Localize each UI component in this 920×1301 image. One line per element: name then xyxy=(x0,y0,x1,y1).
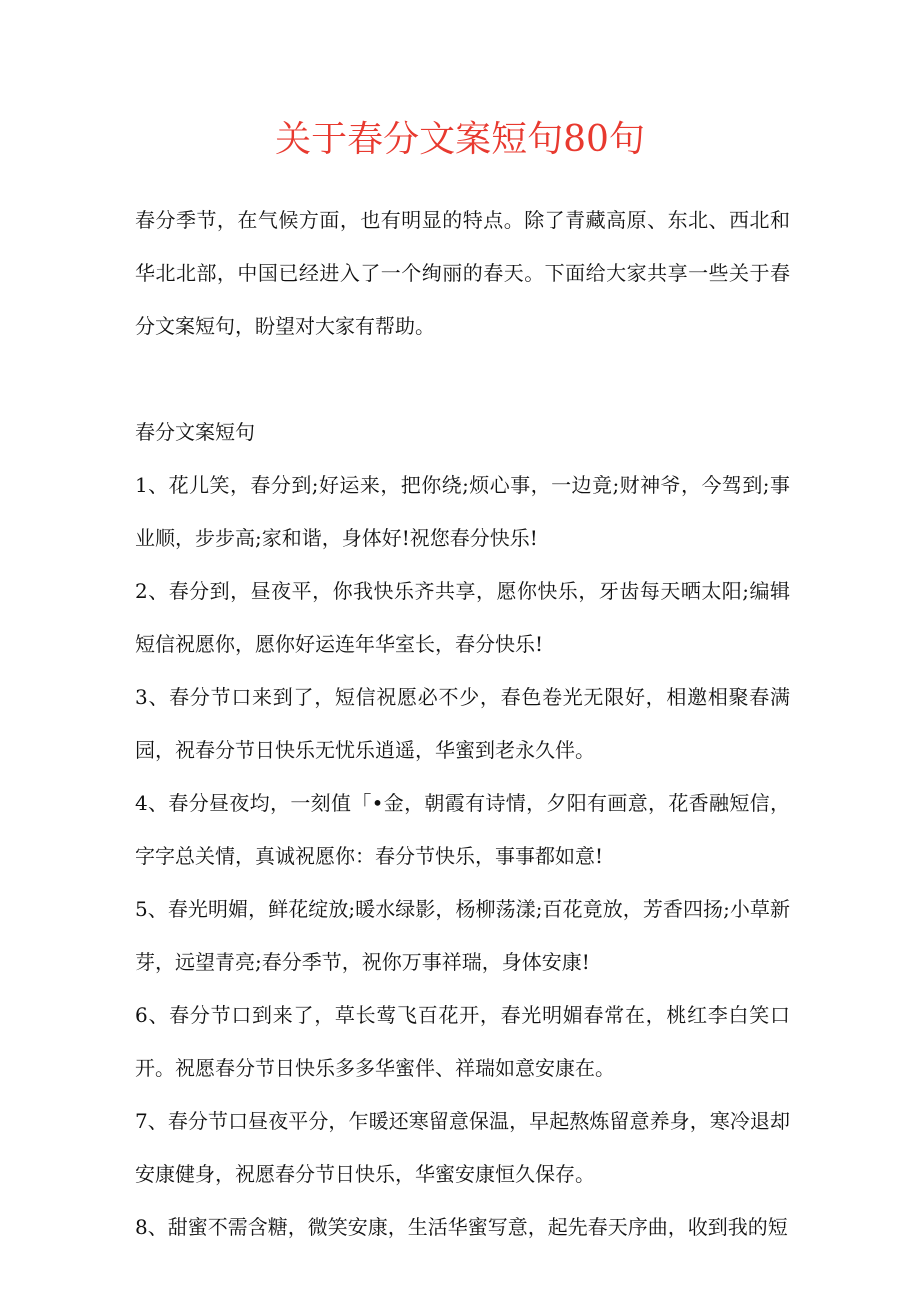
document-body xyxy=(135,194,790,1254)
intro-paragraph: 春分季节，在气候方面，也有明显的特点。除了青藏高原、东北、西北和华北北部，中国已经进入了一个绚丽的春天。下面给大家共享一些关于春分文案短句，盼望对大家有帮助。 xyxy=(135,208,790,338)
list-item: 5、春光明媚，鲜花绽放;暖水绿影，杨柳荡漾;百花竟放，芳香四扬;小草新芽，远望青亮;春分季节，祝你万事祥瑞，身体安康! xyxy=(135,897,790,974)
list-item: 1、花儿笑，春分到;好运来，把你绕;烦心事，一边竟;财神爷，今驾到;事业顺，步步高;家和谐，身体好!祝您春分快乐! xyxy=(135,473,790,550)
document-title: 关于春分文案短句80句 xyxy=(275,119,645,160)
list-item: 4、春分昼夜均，一刻值「•金，朝霞有诗情，夕阳有画意，花香融短信，字字总关情，真诚祝愿你：春分节快乐，事事都如意! xyxy=(135,791,790,868)
list-item: 2、春分到，昼夜平，你我快乐齐共享，愿你快乐，牙齿每天晒太阳;编辑短信祝愿你，愿你好运连年华室长，春分快乐! xyxy=(135,579,790,656)
list-item: 3、春分节口来到了，短信祝愿必不少，春色卷光无限好，相邀相聚春满园，祝春分节日快乐无忧乐逍遥，华蜜到老永久伴。 xyxy=(135,685,790,762)
section-heading: 春分文案短句 xyxy=(135,420,255,444)
list-item: 6、春分节口到来了，草长莺飞百花开，春光明媚春常在，桃红李白笑口开。祝愿春分节日快乐多多华蜜伴、祥瑞如意安康在。 xyxy=(135,1003,790,1080)
list-item: 8、甜蜜不需含糖，微笑安康，生活华蜜写意，起先春天序曲，收到我的短 xyxy=(135,1215,788,1239)
list-item: 7、春分节口昼夜平分，乍暖还寒留意保温，早起熬炼留意养身，寒冷退却安康健身，祝愿春分节日快乐，华蜜安康恒久保存。 xyxy=(135,1109,790,1186)
